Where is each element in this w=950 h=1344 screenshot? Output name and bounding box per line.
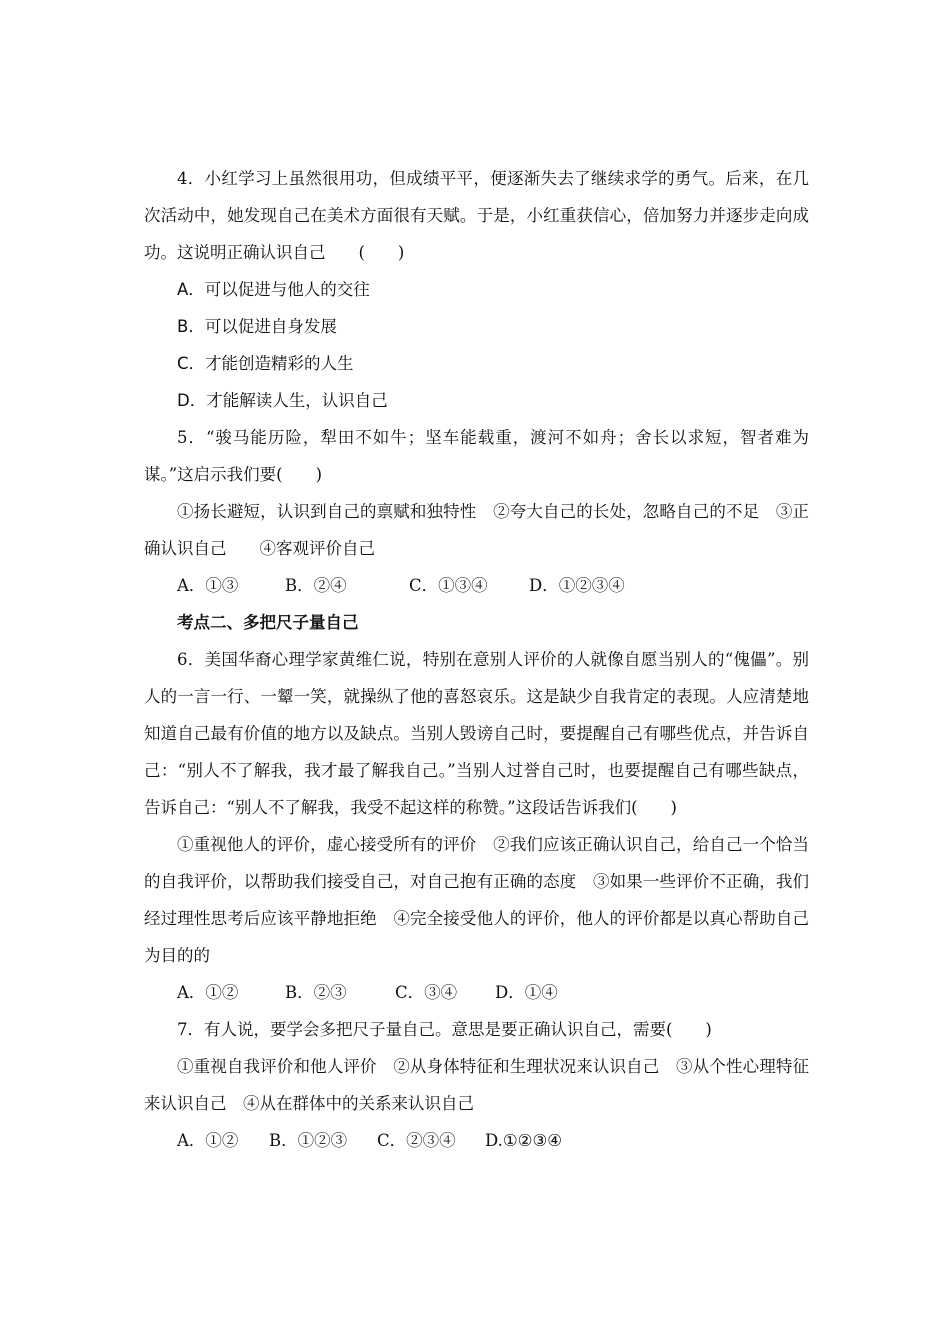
question-6-choice-d: D．①④ bbox=[495, 983, 558, 1002]
question-5-choice-a: A．①③ bbox=[177, 576, 239, 595]
question-4-option-d: D．才能解读人生，认识自己 bbox=[177, 391, 388, 410]
question-6-statements: ①重视他人的评价，虚心接受所有的评价 ②我们应该正确认识自己，给自己一个恰当的自我评价，以帮助我们接受自己，对自己抱有正确的态度 ③如果一些评价不正确，我们经过理性思考后应该平静地拒绝 ④完全接受他人的评价，他人的评价都是以真心帮助自己为目的的 bbox=[144, 835, 809, 965]
document-content bbox=[144, 160, 809, 1159]
question-5-stem: 5．“骏马能历险，犁田不如牛；坚车能载重，渡河不如舟；舍长以求短，智者难为谋。”这启示我们要( ) bbox=[144, 428, 809, 484]
section-2-heading: 考点二、多把尺子量自己 bbox=[177, 613, 359, 632]
question-7-choice-c: C．②③④ bbox=[377, 1131, 456, 1150]
question-6-choice-b: B．②③ bbox=[285, 983, 347, 1002]
question-6-choice-c: C．③④ bbox=[395, 983, 458, 1002]
question-5-choice-d: D．①②③④ bbox=[529, 576, 625, 595]
question-4-option-c: C．才能创造精彩的人生 bbox=[177, 354, 354, 373]
question-5-choices bbox=[144, 567, 809, 604]
question-5-statements: ①扬长避短，认识到自己的禀赋和独特性 ②夸大自己的长处，忽略自己的不足 ③正确认识自己 ④客观评价自己 bbox=[144, 502, 809, 558]
question-4-option-a: A．可以促进与他人的交往 bbox=[177, 280, 370, 299]
question-5-choice-c: C．①③④ bbox=[409, 576, 488, 595]
question-7-stem: 7．有人说，要学会多把尺子量自己。意思是要正确认识自己，需要( ) bbox=[177, 1020, 712, 1039]
question-7-statements: ①重视自我评价和他人评价 ②从身体特征和生理状况来认识自己 ③从个性心理特征来认识自己 ④从在群体中的关系来认识自己 bbox=[144, 1057, 809, 1113]
question-6-choice-a: A．①② bbox=[177, 983, 239, 1002]
question-7-choice-a: A．①② bbox=[177, 1131, 239, 1150]
question-7-choice-b: B．①②③ bbox=[269, 1131, 348, 1150]
question-5-choice-b: B．②④ bbox=[285, 576, 347, 595]
question-7-choices bbox=[144, 1122, 809, 1159]
question-4-option-b: B．可以促进自身发展 bbox=[177, 317, 337, 336]
question-4-stem: 4．小红学习上虽然很用功，但成绩平平，便逐渐失去了继续求学的勇气。后来，在几次活动中，她发现自己在美术方面很有天赋。于是，小红重获信心，倍加努力并逐步走向成功。这说明正确认识自己 ( ) bbox=[144, 169, 809, 262]
question-6-stem: 6．美国华裔心理学家黄维仁说，特别在意别人评价的人就像自愿当别人的“傀儡”。别人的一言一行、一颦一笑，就操纵了他的喜怒哀乐。这是缺少自我肯定的表现。人应清楚地知道自己最有价值的地方以及缺点。当别人毁谤自己时，要提醒自己有哪些优点，并告诉自己：“别人不了解我，我才最了解我自己。”当别人过誉自己时，也要提醒自己有哪些缺点，告诉自己：“别人不了解我，我受不起这样的称赞。”这段话告诉我们( ) bbox=[144, 650, 809, 817]
question-7-choice-d: D.①②③④ bbox=[485, 1131, 563, 1150]
question-6-choices bbox=[144, 974, 809, 1011]
